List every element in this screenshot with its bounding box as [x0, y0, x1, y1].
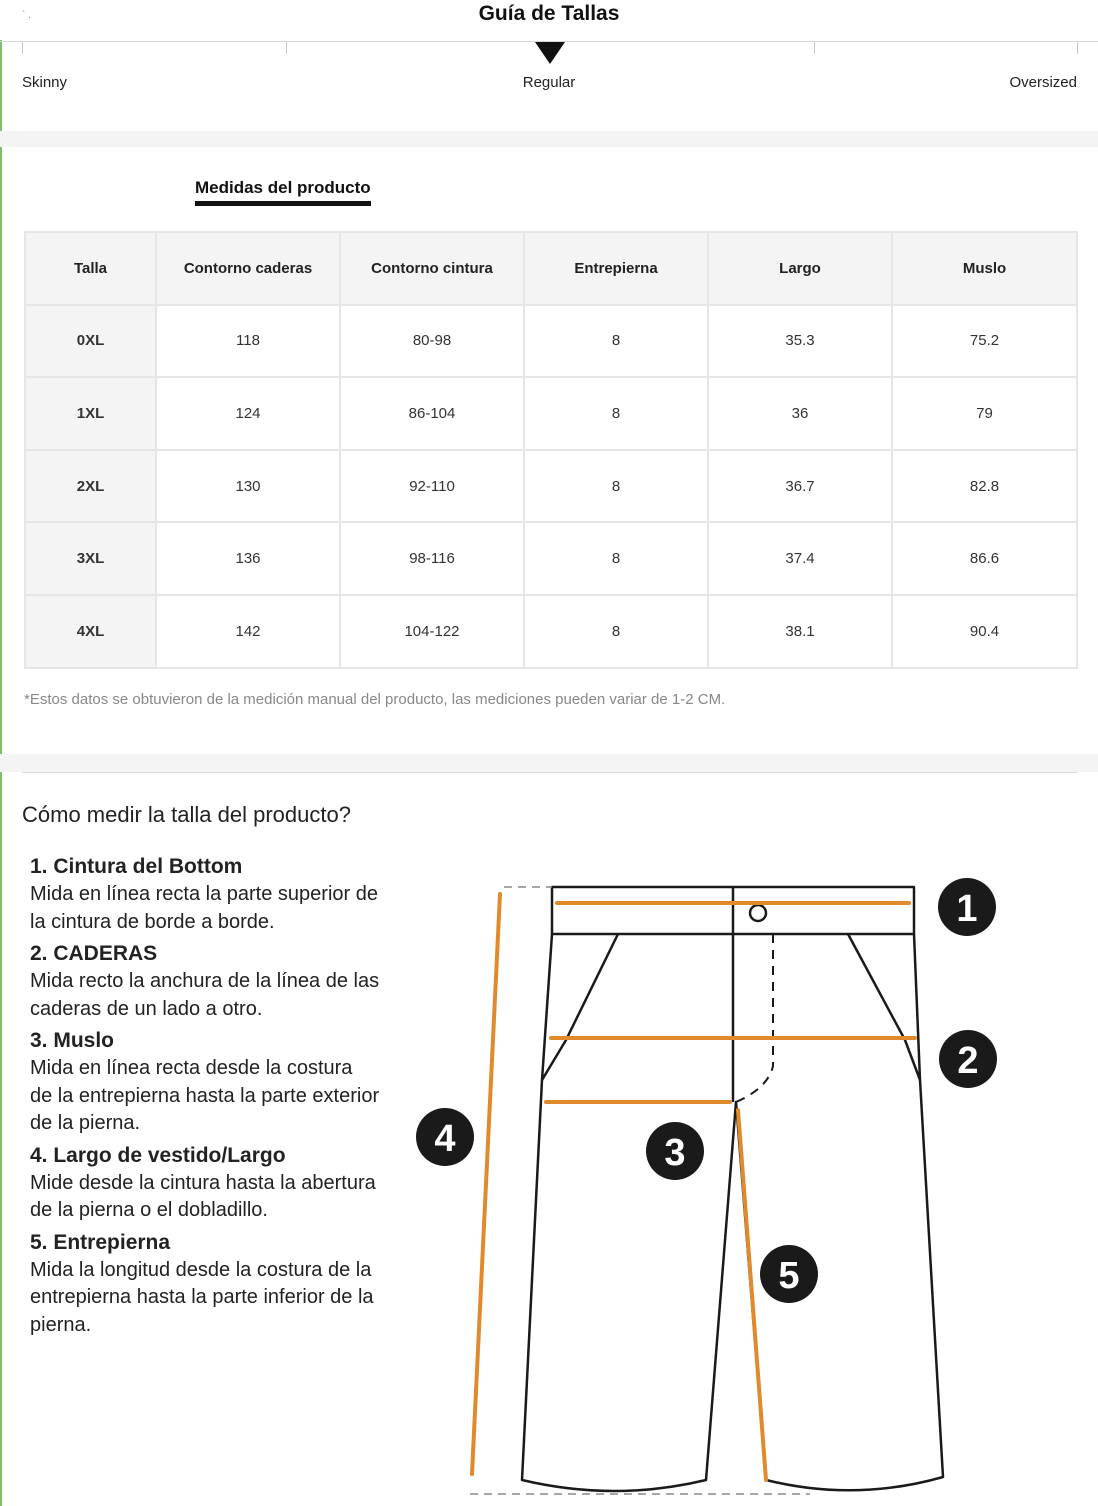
instruction-item: [30, 1229, 380, 1340]
table-cell: 8: [524, 522, 708, 595]
instruction-text: Mida en línea recta desde la costura de la entrepierna hasta la parte exterior de la pierna.: [30, 1057, 380, 1134]
divider: [22, 772, 1078, 773]
table-cell: 8: [524, 377, 708, 450]
size-cell: 0XL: [25, 305, 156, 378]
shorts-outline: [522, 887, 943, 1491]
table-header-row: [25, 232, 1077, 305]
size-cell: 3XL: [25, 522, 156, 595]
instruction-text: Mida en línea recta la parte superior de la cintura de borde a borde.: [30, 883, 378, 933]
marker-label: 5: [778, 1255, 800, 1297]
table-cell: 79: [892, 377, 1077, 450]
fit-scale-tick: [22, 42, 23, 54]
table-row: [25, 595, 1077, 668]
instruction-title: 3. Muslo: [30, 1029, 115, 1052]
table-row: [25, 377, 1077, 450]
size-cell: 2XL: [25, 450, 156, 523]
marker-label: 3: [664, 1132, 686, 1174]
fit-scale-tick: [814, 42, 815, 54]
table-cell: 75.2: [892, 305, 1077, 378]
length-measure-line: [472, 894, 500, 1474]
instruction-item: [30, 1027, 380, 1138]
section-separator: [0, 131, 1098, 147]
page-title: Guía de Tallas: [478, 2, 620, 25]
table-cell: 8: [524, 595, 708, 668]
table-cell: 36.7: [708, 450, 892, 523]
table-cell: 8: [524, 305, 708, 378]
table-cell: 92-110: [340, 450, 524, 523]
column-header: Muslo: [892, 232, 1077, 305]
table-cell: 38.1: [708, 595, 892, 668]
table-cell: 8: [524, 450, 708, 523]
size-table: [24, 231, 1078, 669]
size-cell: 1XL: [25, 377, 156, 450]
table-cell: 37.4: [708, 522, 892, 595]
fit-scale-tick: [1077, 42, 1078, 54]
column-header: Contorno caderas: [156, 232, 340, 305]
column-header: Talla: [25, 232, 156, 305]
shorts-diagram: [400, 870, 1098, 1506]
instruction-item: [30, 1142, 380, 1225]
table-cell: 104-122: [340, 595, 524, 668]
table-row: [25, 450, 1077, 523]
table-cell: 36: [708, 377, 892, 450]
marker-5-icon: [760, 1245, 818, 1303]
table-cell: 90.4: [892, 595, 1077, 668]
size-cell: 4XL: [25, 595, 156, 668]
column-header: Largo: [708, 232, 892, 305]
fit-label-regular: Regular: [522, 74, 576, 91]
marker-label: 2: [957, 1040, 979, 1082]
table-row: [25, 522, 1077, 595]
table-cell: 130: [156, 450, 340, 523]
measurement-footnote: *Estos datos se obtuvieron de la medición manual del producto, las mediciones pueden variar de 1-2 CM.: [24, 691, 726, 708]
tab-product-measurements[interactable]: Medidas del producto: [195, 178, 371, 206]
instruction-title: 1. Cintura del Bottom: [30, 855, 243, 878]
table-row: [25, 305, 1077, 378]
back-mark[interactable]: ` .: [22, 10, 31, 21]
column-header: Entrepierna: [524, 232, 708, 305]
table-cell: 124: [156, 377, 340, 450]
table-cell: 80-98: [340, 305, 524, 378]
header: [0, 0, 1098, 42]
table-cell: 35.3: [708, 305, 892, 378]
table-cell: 86-104: [340, 377, 524, 450]
table-cell: 86.6: [892, 522, 1077, 595]
instruction-item: [30, 853, 380, 936]
column-header: Contorno cintura: [340, 232, 524, 305]
left-accent-bar: [0, 40, 2, 1506]
marker-4-icon: [416, 1108, 474, 1166]
measure-instructions: [30, 853, 380, 1343]
instruction-title: 2. CADERAS: [30, 942, 158, 965]
inseam-measure-line: [738, 1110, 766, 1480]
instruction-item: [30, 940, 380, 1023]
table-cell: 98-116: [340, 522, 524, 595]
how-to-measure-title: Cómo medir la talla del producto?: [22, 802, 351, 827]
marker-1-icon: [938, 878, 996, 936]
section-separator: [0, 754, 1098, 772]
fit-scale-tick: [286, 42, 287, 54]
table-cell: 136: [156, 522, 340, 595]
marker-label: 4: [434, 1118, 456, 1160]
table-cell: 118: [156, 305, 340, 378]
fit-scale: [22, 42, 1078, 54]
measure-lines: [472, 894, 915, 1480]
table-cell: 82.8: [892, 450, 1077, 523]
instruction-text: Mida la longitud desde la costura de la entrepierna hasta la parte inferior de la pierna.: [30, 1258, 374, 1336]
marker-3-icon: [646, 1122, 704, 1180]
table-cell: 142: [156, 595, 340, 668]
fit-label-skinny: Skinny: [22, 74, 68, 91]
fit-indicator-arrow-icon: [535, 42, 565, 64]
instruction-text: Mide desde la cintura hasta la abertura de la pierna o el dobladillo.: [30, 1171, 376, 1221]
fit-label-oversized: Oversized: [1009, 74, 1077, 91]
marker-label: 1: [956, 888, 978, 930]
instruction-title: 5. Entrepierna: [30, 1230, 171, 1254]
instruction-title: 4. Largo de vestido/Largo: [30, 1143, 286, 1167]
instruction-text: Mida recto la anchura de la línea de las caderas de un lado a otro.: [30, 970, 380, 1020]
marker-2-icon: [939, 1030, 997, 1088]
